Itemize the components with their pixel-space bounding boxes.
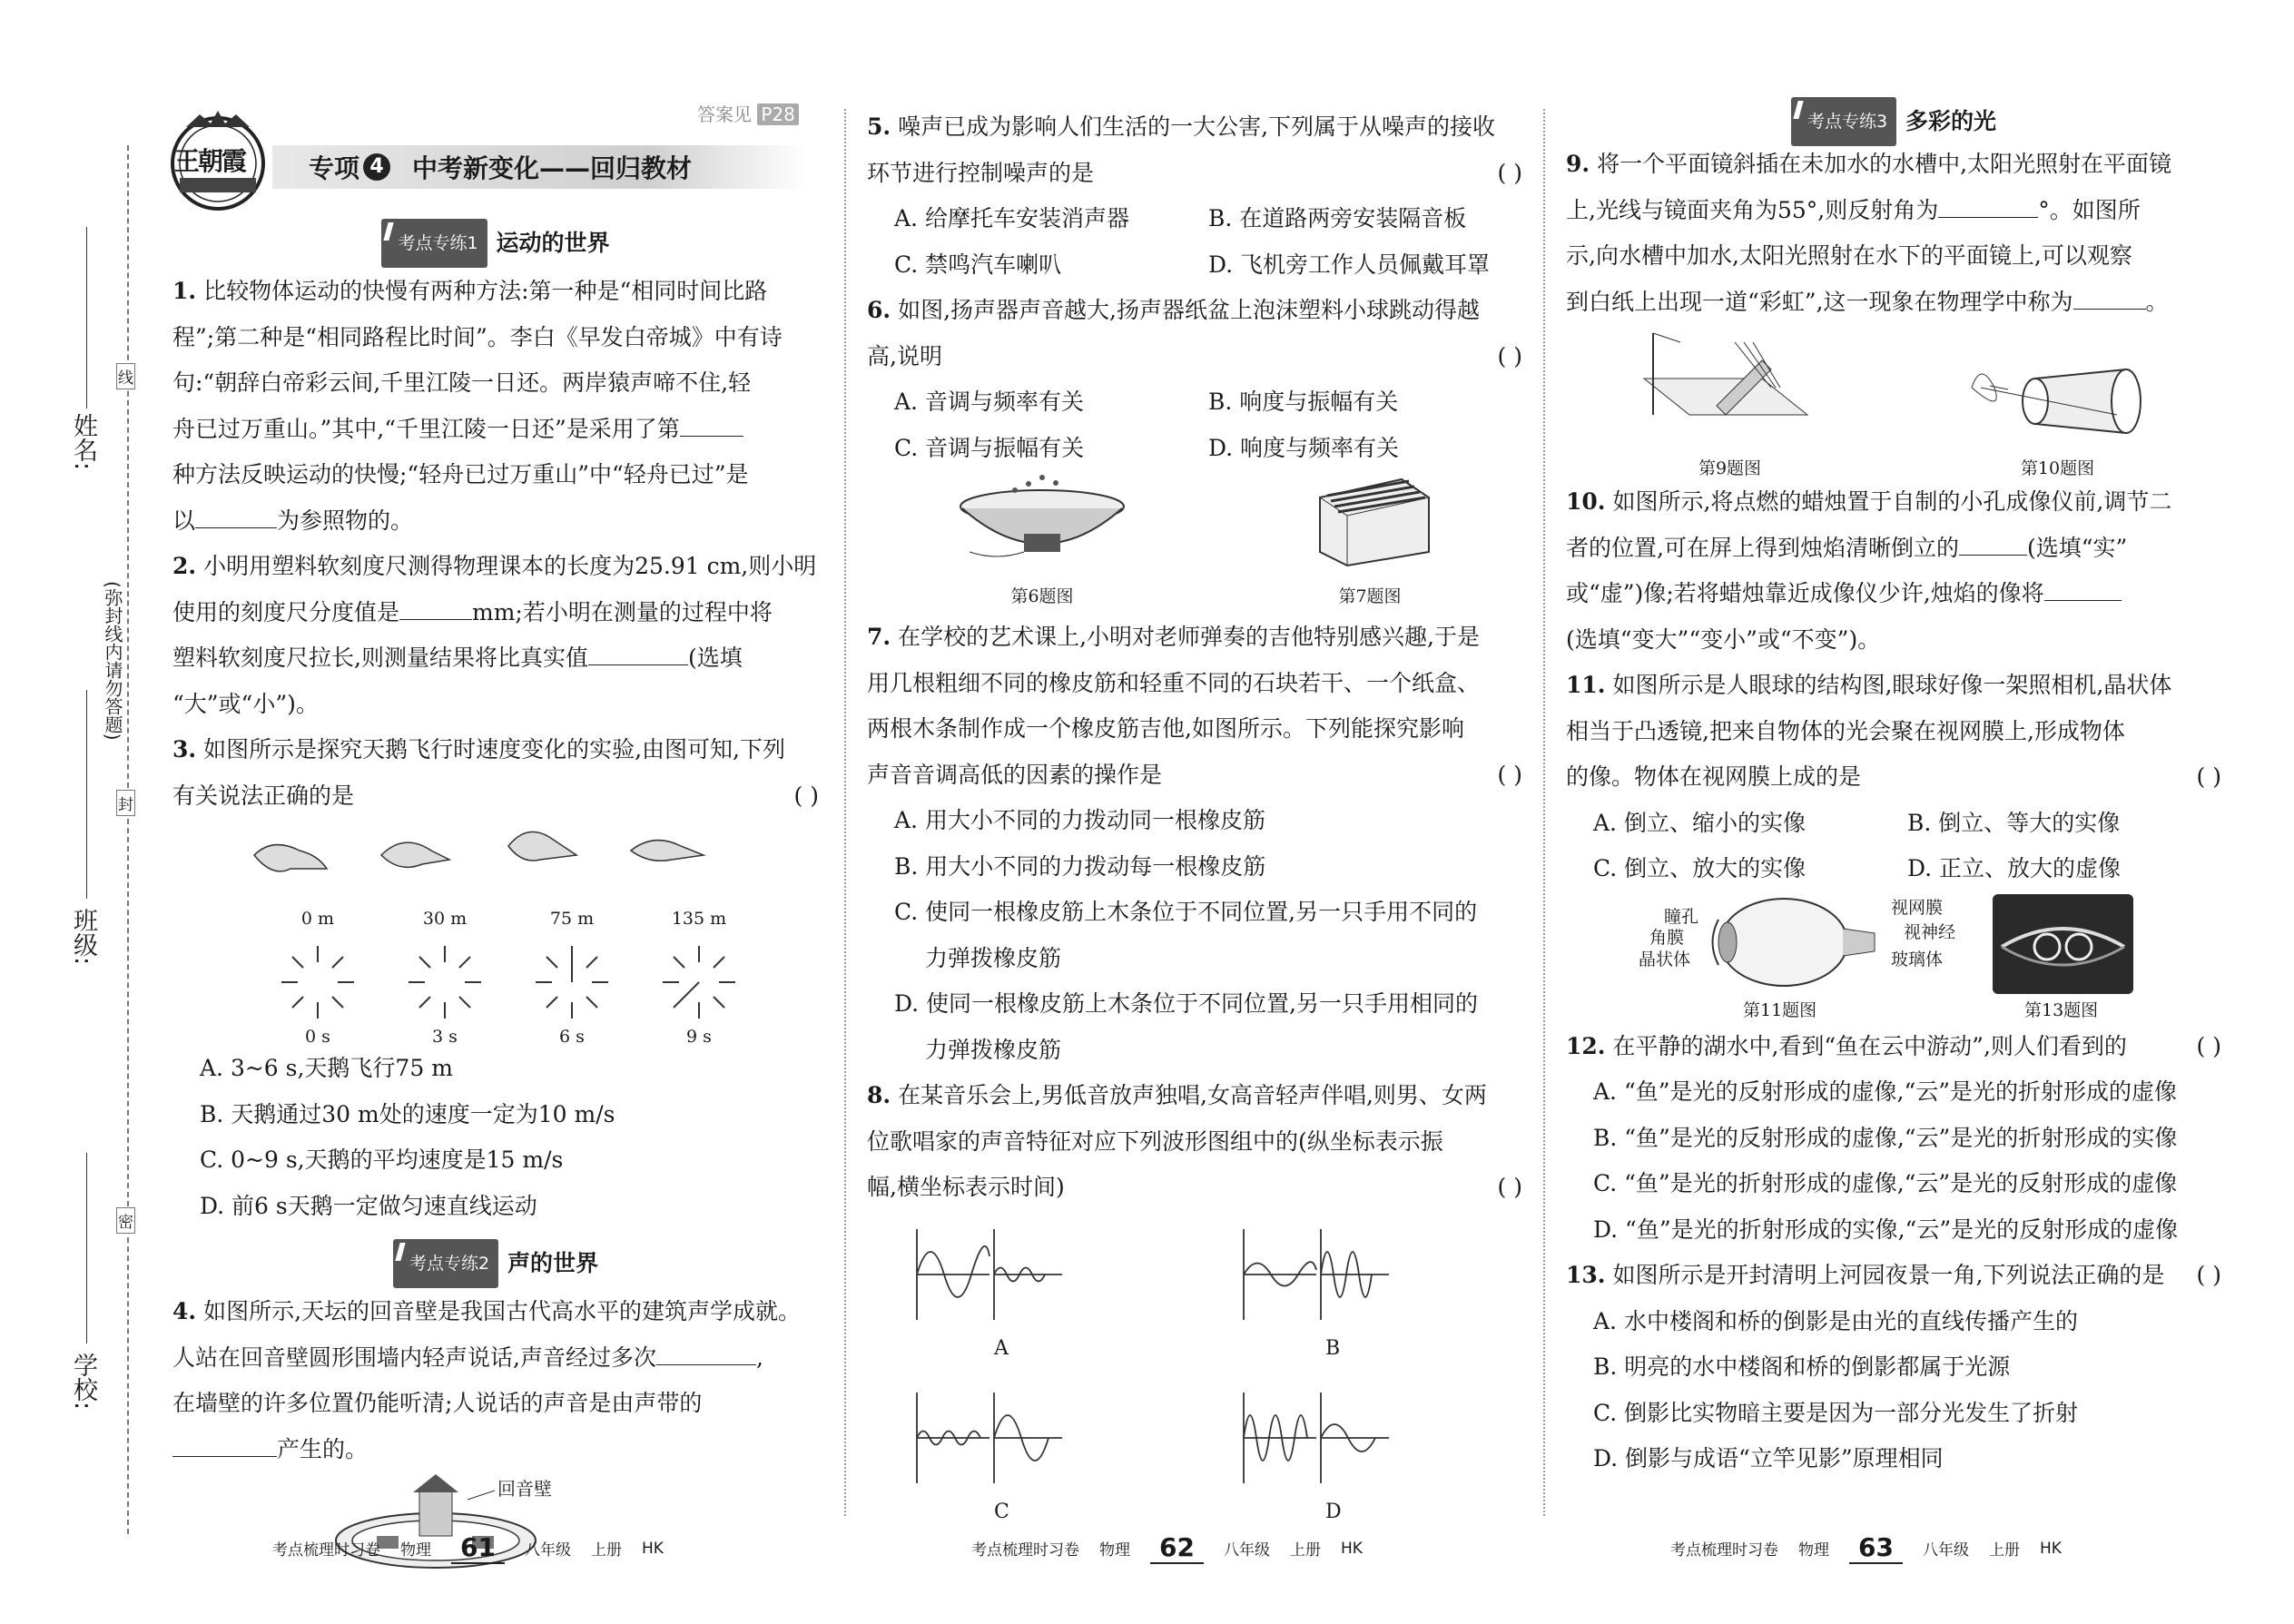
distance-label: 30 m	[422, 909, 468, 929]
figure-6-caption: 第6题图	[1010, 586, 1074, 606]
question-8: 8. 在某音乐会上,男低音放声独唱,女高音轻声伴唱,则男、女两 位歌唱家的声音特征对应下列波形图组中的(纵坐标表示振 幅,横坐标表示时间) ( ) A B C D	[867, 1073, 1522, 1538]
question-1: 1. 比较物体运动的快慢有两种方法:第一种是“相同时间比路 程”;第二种是“相同路程比时间”。李白《早发白帝城》中有诗 句:“朝辞白帝彩云间,千里江陵一日还。两岸猿声啼不住,轻 舟已过万重山。”其中,“千里江陵一日还”是采用了第 种方法反映运动的快慢;“轻舟已过万重山”中“轻舟已过”是 以 为参照物的。	[172, 278, 783, 534]
option-d[interactable]: D. 飞机旁工作人员佩戴耳罩	[1208, 251, 1491, 278]
answer-blank[interactable]	[680, 412, 743, 437]
column-divider	[844, 109, 846, 1516]
time-label: 6 s	[559, 1027, 585, 1047]
footer-grade: 八年级	[1223, 1541, 1270, 1560]
eye-label-lens: 晶状体	[1639, 949, 1691, 969]
footer-subject: 物理	[1798, 1541, 1829, 1560]
answer-blank[interactable]	[588, 641, 688, 665]
option-b[interactable]: B. 天鹅通过30 m处的速度一定为10 m/s	[200, 1100, 615, 1127]
answer-paren[interactable]: ( )	[2196, 763, 2221, 790]
page-number: 62	[1150, 1532, 1204, 1564]
footer-term: 上册	[1289, 1541, 1321, 1560]
question-3: 3. 如图所示是探究天鹅飞行时速度变化的实验,由图可知,下列 有关说法正确的是 ( ) 0 m 30 m 75 m 135 m 0 s 3 s 6 s 9 s A. 3~6 s,天鹅飞行75 m B. 天鹅通过30 m处的速度一定为10 m/s C. 0~9 s,天鹅的平均速度是15 m/s D. 前6 s天鹅一定做匀速直线运动	[172, 727, 819, 1229]
question-13: 13. 如图所示是开封清明上河园夜景一角,下列说法正确的是 ( ) A. 水中楼阁和桥的倒影是由光的直线传播产生的 B. 明亮的水中楼阁和桥的倒影都属于光源 C. 倒影比实物暗主要是因为一部分光发生了折射 D. 倒影与成语“立竿见影”原理相同	[1566, 1253, 2221, 1482]
option-c[interactable]: C. 倒影比实物暗主要是因为一部分光发生了折射	[1593, 1399, 2079, 1426]
distance-label: 75 m	[549, 909, 595, 929]
section-title: 多彩的光	[1905, 107, 1997, 134]
option-a[interactable]: A. “鱼”是光的反射形成的虚像,“云”是光的折射形成的虚像	[1593, 1078, 2178, 1105]
footer-page-61	[272, 1532, 664, 1564]
name-field-line[interactable]	[86, 227, 87, 408]
time-label: 9 s	[686, 1027, 712, 1047]
answer-paren[interactable]: ( )	[2196, 1262, 2221, 1288]
option-d[interactable]: D. 倒影与成语“立竿见影”原理相同	[1593, 1445, 1944, 1471]
figure-10-caption: 第10题图	[2020, 458, 2095, 478]
binding-line	[127, 145, 129, 1534]
figure-row-11-13	[1566, 892, 2221, 1024]
answer-blank[interactable]	[195, 504, 277, 528]
footer-subject: 物理	[1099, 1541, 1130, 1560]
question-6: 6. 如图,扬声器声音越大,扬声器纸盆上泡沫塑料小球跳动得越 高,说明 ( ) A. 音调与频率有关 B. 响度与振幅有关 C. 音调与振幅有关 D. 响度与频率有关 第6题图 第7题图	[867, 297, 1522, 606]
footer-term: 上册	[1988, 1541, 2020, 1560]
option-a[interactable]: A. 3~6 s,天鹅飞行75 m	[200, 1055, 453, 1081]
waveform-label-d: D	[1325, 1500, 1342, 1523]
waveform-figure	[867, 1211, 1522, 1538]
logo-text: 王朝霞	[174, 146, 246, 176]
column-2	[867, 104, 1522, 1538]
eye-label-cornea: 角膜	[1649, 927, 1685, 948]
topic-title: 中考新变化——回归教材	[412, 153, 693, 183]
rubber-band-guitar-illustration	[1302, 461, 1438, 570]
column-divider	[1543, 109, 1545, 1516]
mirror-tank-illustration	[1626, 324, 1835, 442]
waveform-illustration	[867, 1211, 1522, 1538]
eye-label-optic-nerve: 视神经	[1904, 921, 1956, 942]
eye-diagram	[1713, 899, 1876, 986]
option-b[interactable]: B. 用大小不同的力拨动每一根橡皮筋	[894, 852, 1266, 880]
option-a[interactable]: A. 倒立、缩小的实像	[1593, 809, 1806, 836]
question-4: 4. 如图所示,天坛的回音壁是我国古代高水平的建筑声学成就。 人站在回音壁圆形围墙内轻声说话,声音经过多次 , 在墙壁的许多位置仍能听清;人说话的声音是由声带的 产生的。 回音壁	[172, 1289, 819, 1572]
option-c[interactable]: C. 使同一根橡皮筋上木条位于不同位置,另一只手用不同的	[894, 899, 1478, 925]
topic-number: 4	[363, 153, 390, 181]
option-b[interactable]: B. “鱼”是光的反射形成的虚像,“云”是光的折射形成的实像	[1593, 1124, 2178, 1151]
distance-label: 0 m	[300, 909, 335, 929]
answer-paren[interactable]: ( )	[1497, 342, 1522, 369]
option-c[interactable]: C. 禁鸣汽车喇叭	[894, 251, 1062, 278]
column-1	[172, 218, 819, 1572]
waveform-label-a: A	[994, 1336, 1009, 1360]
page-number: 63	[1849, 1532, 1903, 1564]
section-tag: 考点专练3	[1791, 97, 1896, 147]
figure-9	[1626, 324, 1835, 480]
answer-blank[interactable]	[172, 1432, 277, 1457]
section-title: 声的世界	[507, 1249, 599, 1276]
eye-label-vitreous: 玻璃体	[1891, 949, 1944, 969]
option-b[interactable]: B. 响度与振幅有关	[1208, 389, 1399, 415]
footer-edition: HK	[641, 1539, 664, 1558]
answer-blank[interactable]	[2044, 576, 2122, 601]
question-12: 12. 在平静的湖水中,看到“鱼在云中游动”,则人们看到的 ( ) A. “鱼”是光的反射形成的虚像,“云”是光的折射形成的虚像 B. “鱼”是光的反射形成的虚像,“云”是光的折射形成的实像 C. “鱼”是光的折射形成的虚像,“云”是光的反射形成的虚像 D. “鱼”是光的折射形成的实像,“云”是光的反射形成的虚像	[1566, 1024, 2221, 1254]
question-7: 7. 在学校的艺术课上,小明对老师弹奏的吉他特别感兴趣,于是 用几根粗细不同的橡皮筋和轻重不同的石块若干、一个纸盒、 两根木条制作成一个橡皮筋吉他,如图所示。下列能探究影响 声音音调高低的因素的操作是 ( ) A. 用大小不同的力拨动同一根橡皮筋 B. 用大小不同的力拨动每一根橡皮筋 C. 使同一根橡皮筋上木条位于不同位置,另一只手用不同的 力弹拨橡皮筋 D. 使同一根橡皮筋上木条位于不同位置,另一只手用相同的 力弹拨橡皮筋	[867, 615, 1522, 1073]
option-a[interactable]: A. 音调与频率有关	[894, 389, 1084, 415]
question-10: 10. 如图所示,将点燃的蜡烛置于自制的小孔成像仪前,调节二 者的位置,可在屏上得到烛焰清晰倒立的 (选填“实” 或“虚”)像;若将蜡烛靠近成像仪少许,烛焰的像将 (选填“变大”“变小”或“不变”)。	[1566, 488, 2172, 653]
option-b[interactable]: B. 明亮的水中楼阁和桥的倒影都属于光源	[1593, 1353, 2011, 1380]
answer-paren[interactable]: ( )	[2196, 1032, 2221, 1059]
option-d[interactable]: D. 使同一根橡皮筋上木条位于不同位置,另一只手用相同的	[894, 990, 1478, 1017]
option-c[interactable]: C. 音调与振幅有关	[894, 434, 1085, 461]
time-label: 0 s	[305, 1027, 330, 1047]
seal-mark-seal: 封	[116, 790, 135, 816]
footer-book: 考点梳理时习卷	[971, 1541, 1079, 1560]
answer-paren[interactable]: ( )	[1497, 1174, 1522, 1200]
footer-edition: HK	[1340, 1539, 1363, 1558]
eye-label-pupil: 瞳孔	[1664, 906, 1699, 927]
distance-label: 135 m	[671, 909, 727, 929]
class-label: 班级:	[69, 908, 97, 966]
question-2: 2. 小明用塑料软刻度尺测得物理课本的长度为25.91 cm,则小明 使用的刻度尺分度值是 mm;若小明在测量的过程中将 塑料软刻度尺拉长,则测量结果将比真实值 (选填 “大”或“小”)。	[172, 553, 817, 717]
eye-label-retina: 视网膜	[1891, 897, 1944, 918]
option-d[interactable]: D. 响度与频率有关	[1208, 434, 1400, 461]
section-motion	[172, 218, 819, 269]
night-scene-photo	[1993, 894, 2133, 994]
figure-7-caption: 第7题图	[1338, 586, 1402, 606]
section-tag: 考点专练2	[393, 1239, 498, 1289]
option-d[interactable]: D. 正立、放大的虚像	[1907, 855, 2122, 881]
figure-6	[951, 470, 1133, 608]
footer-subject: 物理	[400, 1541, 431, 1560]
option-c[interactable]: C. 倒立、放大的实像	[1593, 855, 1807, 881]
time-label: 3 s	[432, 1027, 458, 1047]
option-d[interactable]: D. “鱼”是光的折射形成的实像,“云”是光的反射形成的虚像	[1593, 1216, 2179, 1243]
logo	[163, 107, 272, 216]
option-b[interactable]: B. 在道路两旁安装隔音板	[1208, 205, 1467, 231]
footer-term: 上册	[590, 1541, 622, 1560]
class-field-line[interactable]	[86, 690, 87, 899]
answer-blank[interactable]	[2073, 285, 2146, 310]
question-9: 9. 将一个平面镜斜插在未加水的水槽中,太阳光照射在平面镜 上,光线与镜面夹角为55°,则反射角为 °。如图所 示,向水槽中加水,太阳光照射在水下的平面镜上,可以观察 到白纸上出现一道“彩虹”,这一现象在物理学中称为 。 第9题图 第10题图	[1566, 142, 2221, 479]
option-c[interactable]: C. 0~9 s,天鹅的平均速度是15 m/s	[200, 1147, 564, 1173]
answer-blank[interactable]	[1959, 531, 2027, 556]
question-11: 11. 如图所示是人眼球的结构图,眼球好像一架照相机,晶状体 相当于凸透镜,把来自物体的光会聚在视网膜上,形成物体 的像。物体在视网膜上成的是 ( ) A. 倒立、缩小的实像 B. 倒立、等大的实像 C. 倒立、放大的实像 D. 正立、放大的虚像 瞳孔 角膜 晶状体 视网膜 视神经 玻璃体 第11题图 第13题图	[1566, 663, 2221, 1024]
seal-mark-secret: 密	[116, 1207, 135, 1234]
figure-row-6-7	[867, 471, 1522, 607]
figure-row-9-10	[1566, 325, 2221, 479]
waveform-label-c: C	[994, 1500, 1009, 1523]
figure-7	[1302, 461, 1438, 608]
name-label: 姓名:	[69, 413, 97, 471]
footer-grade: 八年级	[1922, 1541, 1969, 1560]
seal-mark-line: 线	[116, 363, 135, 389]
section-sound	[172, 1238, 819, 1289]
footer-edition: HK	[2039, 1539, 2062, 1558]
swan-figure	[172, 819, 819, 1046]
option-a[interactable]: A. 用大小不同的力拨动同一根橡皮筋	[894, 807, 1265, 833]
school-label: 学校:	[69, 1353, 97, 1411]
pinhole-camera-illustration	[1954, 351, 2162, 442]
answer-blank[interactable]	[399, 595, 472, 620]
section-light	[1566, 102, 2221, 142]
option-a[interactable]: A. 给摩托车安装消声器	[894, 205, 1129, 231]
option-d-cont: 力弹拨橡皮筋	[925, 1036, 1062, 1063]
page-number: 61	[451, 1532, 505, 1564]
section-title: 运动的世界	[496, 229, 610, 256]
footer-grade: 八年级	[524, 1541, 571, 1560]
answer-paren[interactable]: ( )	[1497, 761, 1522, 788]
question-5: 5. 噪声已成为影响人们生活的一大公害,下列属于从噪声的接收 环节进行控制噪声的是 ( ) A. 给摩托车安装消声器 B. 在道路两旁安装隔音板 C. 禁鸣汽车喇叭 D. 飞机旁工作人员佩戴耳罩	[867, 104, 1522, 288]
option-c-cont: 力弹拨橡皮筋	[925, 944, 1062, 971]
section-tag: 考点专练1	[381, 219, 487, 269]
swan-illustration	[172, 819, 819, 1046]
figure-10	[1954, 351, 2162, 480]
footer-page-63	[1670, 1532, 2062, 1564]
footer-book: 考点梳理时习卷	[272, 1541, 380, 1560]
option-d[interactable]: D. 前6 s天鹅一定做匀速直线运动	[200, 1192, 537, 1219]
column-3	[1566, 102, 2221, 1482]
answer-page: P28	[757, 103, 799, 125]
figure-9-caption: 第9题图	[1698, 458, 1762, 478]
answer-blank[interactable]	[1938, 193, 2038, 218]
school-field-line[interactable]	[86, 1153, 87, 1343]
topic-title-row	[309, 149, 692, 185]
option-a[interactable]: A. 水中楼阁和桥的倒影是由光的直线传播产生的	[1593, 1307, 2078, 1334]
figure-13-caption: 第13题图	[2024, 999, 2099, 1020]
topic-prefix: 专项	[309, 153, 360, 183]
figure-11-caption: 第11题图	[1743, 999, 1817, 1020]
option-c[interactable]: C. “鱼”是光的折射形成的虚像,“云”是光的反射形成的虚像	[1593, 1170, 2178, 1196]
footer-page-62	[971, 1532, 1363, 1564]
seal-note: (弥封线内请勿答题)	[102, 581, 123, 741]
option-b[interactable]: B. 倒立、等大的实像	[1907, 809, 2121, 836]
echo-wall-label: 回音壁	[497, 1478, 552, 1500]
answer-paren[interactable]: ( )	[793, 782, 819, 809]
answer-paren[interactable]: ( )	[1497, 159, 1522, 186]
speaker-illustration	[951, 470, 1133, 570]
answer-ref: 答案见 P28	[697, 100, 799, 126]
waveform-label-b: B	[1325, 1336, 1341, 1360]
answer-blank[interactable]	[656, 1341, 756, 1365]
footer-book: 考点梳理时习卷	[1670, 1541, 1778, 1560]
